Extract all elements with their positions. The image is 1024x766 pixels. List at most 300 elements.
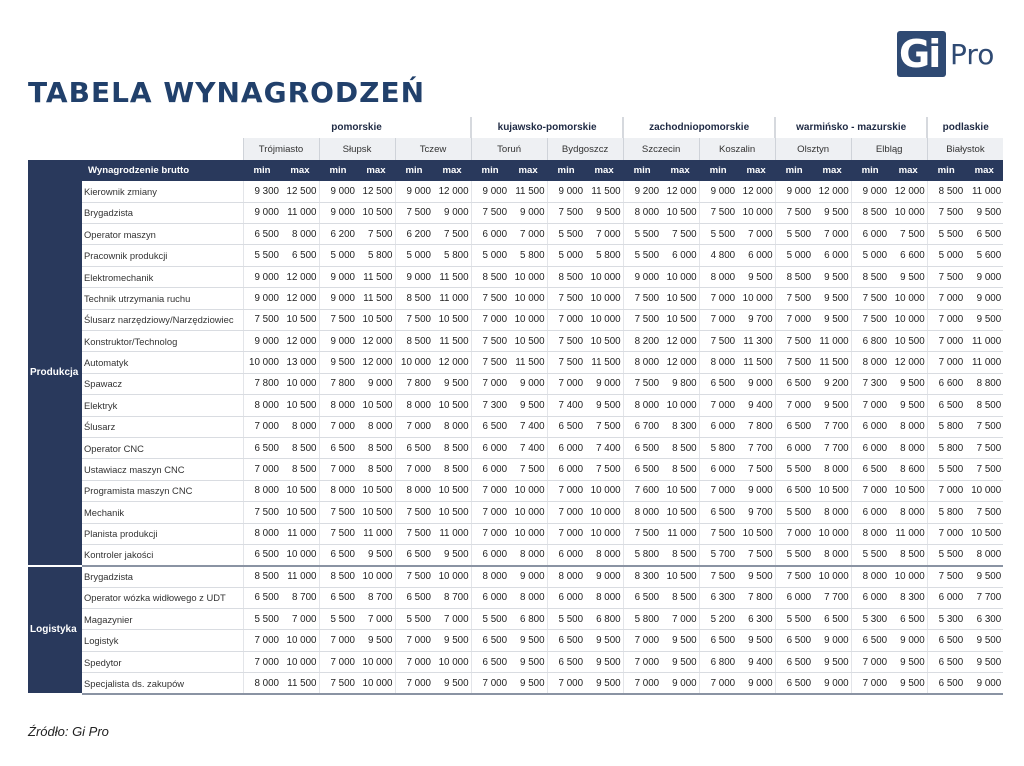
salary-min: 6 700 <box>623 416 661 437</box>
salary-max: 12 000 <box>661 352 699 373</box>
salary-max: 12 000 <box>813 181 851 202</box>
salary-min: 9 000 <box>319 202 357 223</box>
salary-max: 5 800 <box>585 245 623 266</box>
salary-min: 6 500 <box>547 630 585 651</box>
salary-max: 6 800 <box>509 609 547 630</box>
city-header: Elbląg <box>851 138 927 159</box>
salary-max: 9 500 <box>585 202 623 223</box>
job-title: Ustawiacz maszyn CNC <box>82 459 243 480</box>
salary-min: 7 500 <box>547 331 585 352</box>
salary-min: 7 000 <box>775 309 813 330</box>
max-header: max <box>281 160 319 181</box>
salary-max: 12 000 <box>357 352 395 373</box>
salary-max: 11 500 <box>737 352 775 373</box>
salary-max: 8 600 <box>889 459 927 480</box>
salary-max: 9 500 <box>509 395 547 416</box>
salary-min: 6 000 <box>547 459 585 480</box>
salary-min: 7 500 <box>623 373 661 394</box>
salary-min: 9 000 <box>243 266 281 287</box>
city-header: Tczew <box>395 138 471 159</box>
salary-min: 5 500 <box>243 245 281 266</box>
salary-max: 9 000 <box>661 673 699 694</box>
salary-min: 6 500 <box>623 437 661 458</box>
salary-max: 11 500 <box>585 181 623 202</box>
salary-max: 9 500 <box>889 373 927 394</box>
salary-max: 10 000 <box>509 309 547 330</box>
min-header: min <box>243 160 281 181</box>
salary-min: 6 000 <box>471 459 509 480</box>
salary-min: 7 500 <box>699 331 737 352</box>
salary-min: 5 000 <box>547 245 585 266</box>
salary-min: 9 000 <box>623 266 661 287</box>
salary-max: 9 500 <box>509 673 547 694</box>
salary-min: 9 000 <box>319 288 357 309</box>
salary-min: 6 500 <box>775 373 813 394</box>
category-label: Produkcja <box>28 181 82 566</box>
salary-max: 6 000 <box>737 245 775 266</box>
salary-min: 7 000 <box>471 480 509 501</box>
max-header: max <box>965 160 1003 181</box>
salary-max: 9 500 <box>965 651 1003 672</box>
table-row <box>28 544 1003 565</box>
salary-min: 7 500 <box>471 202 509 223</box>
salary-min: 7 000 <box>471 523 509 544</box>
salary-max: 9 500 <box>357 544 395 565</box>
table-row <box>28 437 1003 458</box>
salary-min: 6 800 <box>699 651 737 672</box>
salary-min: 7 500 <box>775 331 813 352</box>
salary-min: 5 500 <box>775 224 813 245</box>
salary-min: 6 000 <box>775 437 813 458</box>
salary-max: 8 700 <box>281 587 319 608</box>
job-title: Programista maszyn CNC <box>82 480 243 501</box>
salary-min: 9 000 <box>395 181 433 202</box>
region-header: warmińsko - mazurskie <box>775 117 927 138</box>
salary-min: 7 000 <box>471 673 509 694</box>
salary-max: 9 500 <box>965 309 1003 330</box>
salary-min: 7 000 <box>927 352 965 373</box>
salary-min: 8 000 <box>623 502 661 523</box>
salary-min: 8 500 <box>851 202 889 223</box>
salary-min: 6 000 <box>851 587 889 608</box>
salary-min: 6 500 <box>243 224 281 245</box>
salary-max: 10 000 <box>737 288 775 309</box>
salary-max: 8 500 <box>661 459 699 480</box>
salary-max: 7 400 <box>509 437 547 458</box>
salary-max: 9 500 <box>889 266 927 287</box>
salary-min: 7 000 <box>319 416 357 437</box>
salary-min: 7 500 <box>547 202 585 223</box>
salary-max: 10 500 <box>661 288 699 309</box>
salary-max: 9 000 <box>965 673 1003 694</box>
salary-max: 9 500 <box>965 202 1003 223</box>
salary-max: 7 500 <box>965 437 1003 458</box>
region-header-row <box>28 117 1003 138</box>
salary-max: 8 000 <box>813 544 851 565</box>
salary-min: 6 500 <box>775 480 813 501</box>
salary-min: 7 500 <box>471 331 509 352</box>
salary-min: 6 000 <box>547 587 585 608</box>
salary-max: 10 500 <box>433 395 471 416</box>
salary-max: 11 000 <box>965 331 1003 352</box>
min-header: min <box>471 160 509 181</box>
salary-max: 9 700 <box>737 502 775 523</box>
salary-max: 9 500 <box>813 309 851 330</box>
city-header: Toruń <box>471 138 547 159</box>
salary-max: 7 000 <box>357 609 395 630</box>
salary-min: 8 300 <box>623 566 661 587</box>
salary-max: 10 000 <box>281 651 319 672</box>
salary-max: 11 000 <box>965 181 1003 202</box>
salary-max: 10 500 <box>433 502 471 523</box>
job-title: Ślusarz narzędziowy/Narzędziowiec <box>82 309 243 330</box>
salary-max: 7 500 <box>965 459 1003 480</box>
job-title: Elektryk <box>82 395 243 416</box>
salary-min: 7 500 <box>395 502 433 523</box>
salary-min: 7 500 <box>699 566 737 587</box>
salary-max: 8 300 <box>661 416 699 437</box>
region-header: zachodniopomorskie <box>623 117 775 138</box>
salary-max: 6 000 <box>813 245 851 266</box>
salary-min: 6 500 <box>547 651 585 672</box>
salary-min: 8 500 <box>243 566 281 587</box>
salary-max: 7 500 <box>737 459 775 480</box>
salary-max: 9 000 <box>509 202 547 223</box>
salary-max: 9 500 <box>737 630 775 651</box>
salary-min: 5 500 <box>547 224 585 245</box>
salary-max: 11 500 <box>357 288 395 309</box>
salary-min: 7 000 <box>395 651 433 672</box>
job-title: Brygadzista <box>82 566 243 587</box>
salary-max: 10 000 <box>585 502 623 523</box>
salary-max: 10 000 <box>357 673 395 694</box>
salary-max: 10 500 <box>813 480 851 501</box>
salary-min: 7 500 <box>775 566 813 587</box>
salary-min: 7 500 <box>319 523 357 544</box>
gi-pro-logo <box>897 30 1002 78</box>
salary-min: 7 800 <box>243 373 281 394</box>
salary-max: 10 500 <box>433 480 471 501</box>
salary-max: 10 500 <box>357 395 395 416</box>
min-header: min <box>319 160 357 181</box>
salary-max: 9 500 <box>889 673 927 694</box>
job-title: Ślusarz <box>82 416 243 437</box>
salary-max: 7 000 <box>433 609 471 630</box>
salary-max: 12 000 <box>281 331 319 352</box>
salary-min: 6 500 <box>395 544 433 565</box>
table-row <box>28 202 1003 223</box>
salary-min: 7 000 <box>547 502 585 523</box>
salary-max: 7 000 <box>813 224 851 245</box>
logo-text: Pro <box>950 37 995 71</box>
salary-max: 9 500 <box>813 266 851 287</box>
city-header: Bydgoszcz <box>547 138 623 159</box>
salary-min: 7 000 <box>471 309 509 330</box>
salary-min: 7 000 <box>243 651 281 672</box>
salary-min: 6 500 <box>927 651 965 672</box>
salary-min: 7 500 <box>775 352 813 373</box>
salary-max: 8 000 <box>889 416 927 437</box>
salary-max: 6 300 <box>965 609 1003 630</box>
salary-min: 8 500 <box>471 266 509 287</box>
salary-min: 9 000 <box>471 181 509 202</box>
salary-max: 10 000 <box>509 502 547 523</box>
salary-max: 9 500 <box>661 630 699 651</box>
salary-min: 9 000 <box>395 266 433 287</box>
salary-max: 12 000 <box>433 352 471 373</box>
salary-max: 10 000 <box>889 288 927 309</box>
salary-min: 7 500 <box>623 523 661 544</box>
salary-min: 6 500 <box>319 437 357 458</box>
salary-max: 10 000 <box>357 566 395 587</box>
salary-max: 6 600 <box>889 245 927 266</box>
table-row <box>28 395 1003 416</box>
salary-min: 4 800 <box>699 245 737 266</box>
table-row <box>28 288 1003 309</box>
salary-max: 7 700 <box>737 437 775 458</box>
salary-max: 9 500 <box>889 651 927 672</box>
job-title: Spedytor <box>82 651 243 672</box>
salary-min: 7 500 <box>395 523 433 544</box>
salary-min: 8 500 <box>927 181 965 202</box>
salary-min: 6 200 <box>395 224 433 245</box>
salary-min: 5 500 <box>471 609 509 630</box>
job-title: Operator CNC <box>82 437 243 458</box>
salary-max: 8 000 <box>281 224 319 245</box>
salary-max: 8 500 <box>433 459 471 480</box>
salary-min: 8 000 <box>243 673 281 694</box>
salary-min: 7 500 <box>319 502 357 523</box>
table-row <box>28 224 1003 245</box>
salary-max: 11 000 <box>965 352 1003 373</box>
salary-min: 8 000 <box>471 566 509 587</box>
salary-max: 13 000 <box>281 352 319 373</box>
max-header: max <box>509 160 547 181</box>
salary-min: 8 000 <box>395 395 433 416</box>
job-title: Kierownik zmiany <box>82 181 243 202</box>
salary-max: 9 700 <box>737 309 775 330</box>
salary-max: 11 000 <box>813 331 851 352</box>
job-title: Kontroler jakości <box>82 544 243 565</box>
job-title: Logistyk <box>82 630 243 651</box>
salary-min: 5 000 <box>319 245 357 266</box>
salary-max: 10 500 <box>889 331 927 352</box>
salary-min: 7 000 <box>927 309 965 330</box>
salary-max: 10 000 <box>813 523 851 544</box>
category-header-blank <box>28 160 82 181</box>
salary-max: 9 500 <box>965 566 1003 587</box>
page-title: TABELA WYNAGRODZEŃ <box>28 76 426 109</box>
salary-min: 7 000 <box>699 395 737 416</box>
salary-min: 6 500 <box>927 395 965 416</box>
salary-max: 5 800 <box>357 245 395 266</box>
salary-min: 7 000 <box>699 673 737 694</box>
salary-min: 9 000 <box>547 181 585 202</box>
salary-min: 7 000 <box>547 309 585 330</box>
salary-max: 8 500 <box>661 437 699 458</box>
salary-max: 9 500 <box>433 544 471 565</box>
job-title: Operator wózka widłowego z UDT <box>82 587 243 608</box>
table-row <box>28 673 1003 694</box>
salary-max: 11 500 <box>281 673 319 694</box>
salary-min: 8 500 <box>547 266 585 287</box>
salary-min: 6 000 <box>471 544 509 565</box>
salary-max: 8 000 <box>889 437 927 458</box>
salary-min: 5 000 <box>851 245 889 266</box>
header-blank <box>28 117 243 138</box>
salary-max: 9 500 <box>585 651 623 672</box>
salary-min: 7 000 <box>623 651 661 672</box>
salary-max: 7 500 <box>585 459 623 480</box>
salary-max: 9 000 <box>509 566 547 587</box>
salary-max: 8 000 <box>509 587 547 608</box>
salary-max: 8 000 <box>357 416 395 437</box>
salary-max: 8 000 <box>813 502 851 523</box>
salary-min: 6 500 <box>243 587 281 608</box>
max-header: max <box>889 160 927 181</box>
salary-min: 7 000 <box>775 395 813 416</box>
salary-min: 6 500 <box>623 587 661 608</box>
salary-min: 5 500 <box>547 609 585 630</box>
salary-min: 7 500 <box>471 288 509 309</box>
salary-min: 6 500 <box>395 437 433 458</box>
salary-min: 9 000 <box>851 181 889 202</box>
salary-max: 9 500 <box>813 288 851 309</box>
salary-min: 7 000 <box>699 309 737 330</box>
salary-min: 5 500 <box>623 245 661 266</box>
salary-max: 7 500 <box>357 224 395 245</box>
salary-max: 8 500 <box>889 544 927 565</box>
salary-max: 8 000 <box>281 416 319 437</box>
salary-min: 9 000 <box>243 288 281 309</box>
salary-max: 8 500 <box>433 437 471 458</box>
salary-max: 9 000 <box>433 202 471 223</box>
salary-min: 7 000 <box>775 523 813 544</box>
salary-min: 7 000 <box>395 673 433 694</box>
job-title: Spawacz <box>82 373 243 394</box>
salary-max: 5 800 <box>509 245 547 266</box>
table-body <box>28 181 1003 694</box>
salary-max: 11 000 <box>433 288 471 309</box>
salary-max: 9 500 <box>965 630 1003 651</box>
salary-max: 10 500 <box>357 202 395 223</box>
salary-max: 10 500 <box>661 480 699 501</box>
salary-min: 6 500 <box>471 416 509 437</box>
salary-min: 6 000 <box>851 502 889 523</box>
salary-max: 11 000 <box>281 202 319 223</box>
salary-min: 5 300 <box>927 609 965 630</box>
salary-min: 9 000 <box>319 181 357 202</box>
salary-min: 7 000 <box>243 630 281 651</box>
salary-min: 9 000 <box>319 266 357 287</box>
salary-max: 10 500 <box>509 331 547 352</box>
salary-max: 12 000 <box>737 181 775 202</box>
min-header: min <box>775 160 813 181</box>
table-row <box>28 523 1003 544</box>
table-row <box>28 245 1003 266</box>
table-row <box>28 630 1003 651</box>
salary-min: 7 000 <box>471 502 509 523</box>
salary-max: 9 800 <box>661 373 699 394</box>
salary-max: 8 000 <box>889 502 927 523</box>
city-header: Trójmiasto <box>243 138 319 159</box>
salary-min: 7 000 <box>927 480 965 501</box>
salary-max: 10 500 <box>281 309 319 330</box>
header-blank <box>28 138 243 159</box>
salary-min: 6 000 <box>547 544 585 565</box>
salary-max: 8 000 <box>965 544 1003 565</box>
max-header: max <box>661 160 699 181</box>
salary-min: 8 000 <box>547 566 585 587</box>
salary-min: 7 000 <box>395 459 433 480</box>
salary-max: 7 800 <box>737 587 775 608</box>
salary-max: 12 500 <box>281 181 319 202</box>
salary-min: 5 000 <box>395 245 433 266</box>
salary-max: 9 400 <box>737 395 775 416</box>
salary-min: 6 000 <box>471 437 509 458</box>
min-header: min <box>927 160 965 181</box>
salary-max: 11 000 <box>661 523 699 544</box>
salary-min: 8 000 <box>699 352 737 373</box>
salary-max: 11 300 <box>737 331 775 352</box>
salary-max: 10 000 <box>433 651 471 672</box>
min-header: min <box>547 160 585 181</box>
salary-max: 7 400 <box>585 437 623 458</box>
salary-min: 7 000 <box>851 673 889 694</box>
salary-min: 8 000 <box>243 480 281 501</box>
salary-min: 7 500 <box>319 309 357 330</box>
salary-max: 10 000 <box>889 202 927 223</box>
salary-min: 7 500 <box>319 673 357 694</box>
salary-min: 6 000 <box>927 587 965 608</box>
salary-max: 11 500 <box>357 266 395 287</box>
salary-min: 5 500 <box>243 609 281 630</box>
table-row <box>28 502 1003 523</box>
salary-max: 10 500 <box>281 480 319 501</box>
salary-min: 7 000 <box>927 288 965 309</box>
job-title: Operator maszyn <box>82 224 243 245</box>
salary-max: 12 000 <box>281 266 319 287</box>
min-header: min <box>699 160 737 181</box>
salary-min: 6 500 <box>319 587 357 608</box>
salary-max: 9 000 <box>585 373 623 394</box>
salary-max: 8 000 <box>509 544 547 565</box>
salary-max: 9 000 <box>965 288 1003 309</box>
salary-min: 7 000 <box>623 630 661 651</box>
salary-min: 6 500 <box>547 416 585 437</box>
salary-max: 10 000 <box>585 309 623 330</box>
salary-min: 9 500 <box>319 352 357 373</box>
salary-min: 6 000 <box>851 437 889 458</box>
salary-min: 8 000 <box>395 480 433 501</box>
salary-min: 8 000 <box>623 352 661 373</box>
salary-min: 8 000 <box>623 395 661 416</box>
salary-max: 9 500 <box>585 630 623 651</box>
salary-min: 7 500 <box>395 202 433 223</box>
job-title: Brygadzista <box>82 202 243 223</box>
salary-min: 9 000 <box>243 331 281 352</box>
table-row <box>28 309 1003 330</box>
salary-max: 10 000 <box>813 566 851 587</box>
salary-max: 11 000 <box>281 523 319 544</box>
salary-max: 9 500 <box>433 630 471 651</box>
salary-max: 9 000 <box>357 373 395 394</box>
salary-min: 6 500 <box>471 630 509 651</box>
salary-max: 7 500 <box>965 416 1003 437</box>
salary-min: 6 000 <box>699 459 737 480</box>
salary-min: 7 500 <box>395 309 433 330</box>
salary-min: 7 000 <box>547 523 585 544</box>
